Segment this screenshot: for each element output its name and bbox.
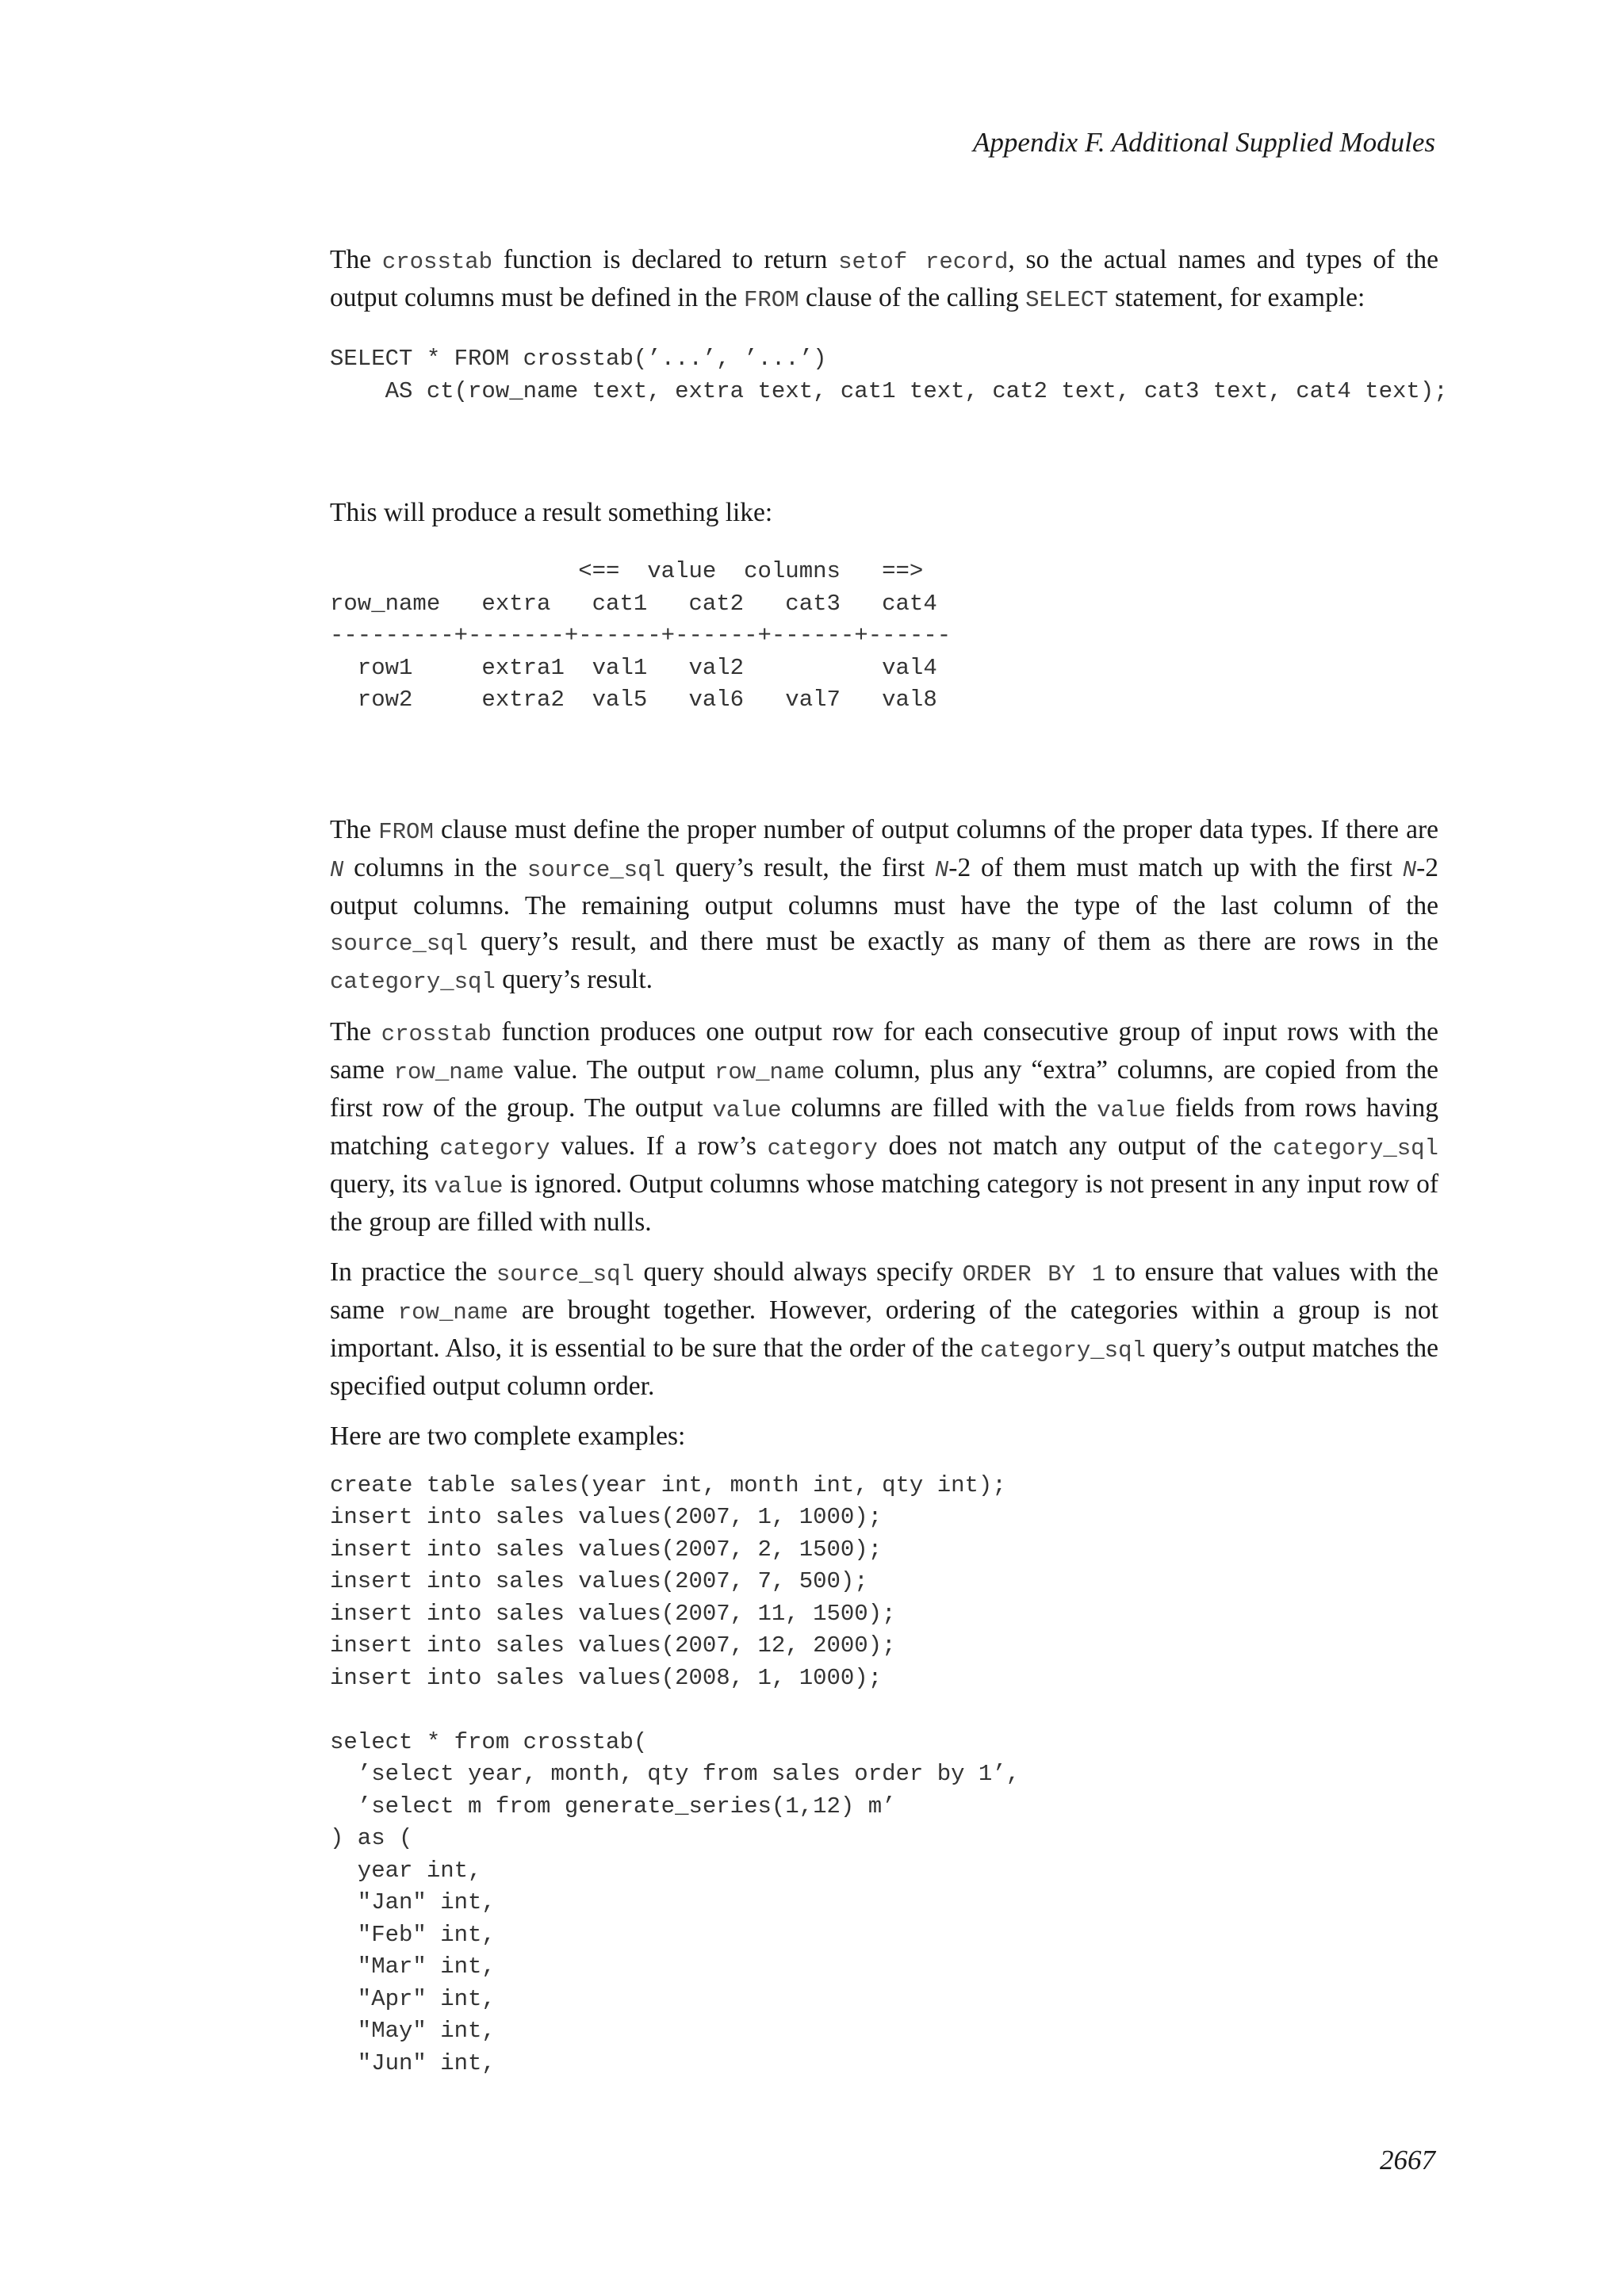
inline-code: FROM <box>378 818 434 845</box>
inline-code: category <box>767 1135 878 1161</box>
code-example-select: SELECT * FROM crosstab(’...’, ’...’) AS ct(row_name text, extra text, cat1 text, cat2 text, cat3 text, cat4 text); <box>330 346 1448 404</box>
inline-code: FROM <box>743 287 799 313</box>
page-number: 2667 <box>1380 2145 1435 2175</box>
inline-code: category_sql <box>330 968 496 995</box>
paragraph-crosstab-declaration: The crosstab function is declared to return setof record, so the actual names and types of the output columns must be defined in the FROM clause of the calling SELECT statement, for example: <box>330 245 1439 313</box>
paragraph-from-clause: The FROM clause must define the proper number of output columns of the proper data types. If there are N columns in the source_sql query’s result, the first N-2 of them must match up with the first N-2 output columns. The remaining output columns must have the type of the last column of the source_sql query’s result, and there must be exactly as many of them as there are rows in the category_sql query’s result. <box>330 814 1438 995</box>
paragraph-crosstab-output: The crosstab function produces one output row for each consecutive group of input rows with the same row_name value. The output row_name column, plus any “extra” columns, are copied from the first row of the group. The output value columns are filled with the value fields from rows having matching category values. If a row’s category does not match any output of the category_sql query, its value is ignored. Output columns whose matching category is not present in any input row of the group are filled with nulls. <box>330 1016 1438 1237</box>
inline-code: row_name <box>397 1299 508 1326</box>
inline-code: source_sql <box>496 1261 634 1288</box>
inline-code: row_name <box>714 1058 825 1085</box>
inline-code: category <box>439 1135 550 1161</box>
inline-code: ORDER BY 1 <box>962 1261 1106 1288</box>
inline-code-variable: N <box>330 856 344 883</box>
code-example-sales: create table sales(year int, month int, qty int); insert into sales values(2007, 1, 1000); insert into sales values(2007, 2, 1500); insert into sales values(2007, 7, 500); insert into sales values(2007, 11, 1500); insert into sales values(2007, 12, 2000); insert into sales values(2008, 1, 1000); select * from crosstab( ’select year, month, qty from sales order by 1’, ’select m from generate_series(1,12) m’ ) as ( year int, "Jan" int, "Feb" int, "Mar" int, "Apr" int, "May" int, "Jun" int, <box>330 1471 1021 2076</box>
inline-code: source_sql <box>330 930 469 957</box>
inline-code-variable: N <box>934 856 949 883</box>
paragraph-ordering: In practice the source_sql query should always specify ORDER BY 1 to ensure that values with the same row_name are brought together. However, ordering of the categories within a group is not important. Also, it is essential to be sure that the order of the category_sql query’s output matches the specified output column order. <box>330 1257 1439 1401</box>
inline-code: source_sql <box>527 856 665 883</box>
inline-code-variable: N <box>1402 856 1417 883</box>
paragraph-result-intro: This will produce a result something like: <box>330 498 773 527</box>
inline-code: setof record <box>838 249 1009 275</box>
inline-code: SELECT <box>1025 287 1109 313</box>
inline-code: value <box>712 1096 782 1123</box>
page-body <box>330 242 1448 2080</box>
inline-code: value <box>434 1173 504 1200</box>
inline-code: crosstab <box>381 1020 492 1047</box>
paragraph-examples-intro: Here are two complete examples: <box>330 1421 686 1451</box>
running-header: Appendix F. Additional Supplied Modules <box>973 127 1435 158</box>
inline-code: crosstab <box>381 249 493 275</box>
inline-code: category_sql <box>980 1337 1146 1364</box>
code-example-result-table: <== value columns ==> row_name extra cat1 cat2 cat3 cat4 ---------+-------+------+------+------+------ row1 extra1 val1 val2 val4 row2 extra2 val5 val6 val7 val8 <box>330 558 952 713</box>
inline-code: value <box>1097 1096 1166 1123</box>
inline-code: row_name <box>393 1058 504 1085</box>
inline-code: category_sql <box>1273 1135 1438 1161</box>
